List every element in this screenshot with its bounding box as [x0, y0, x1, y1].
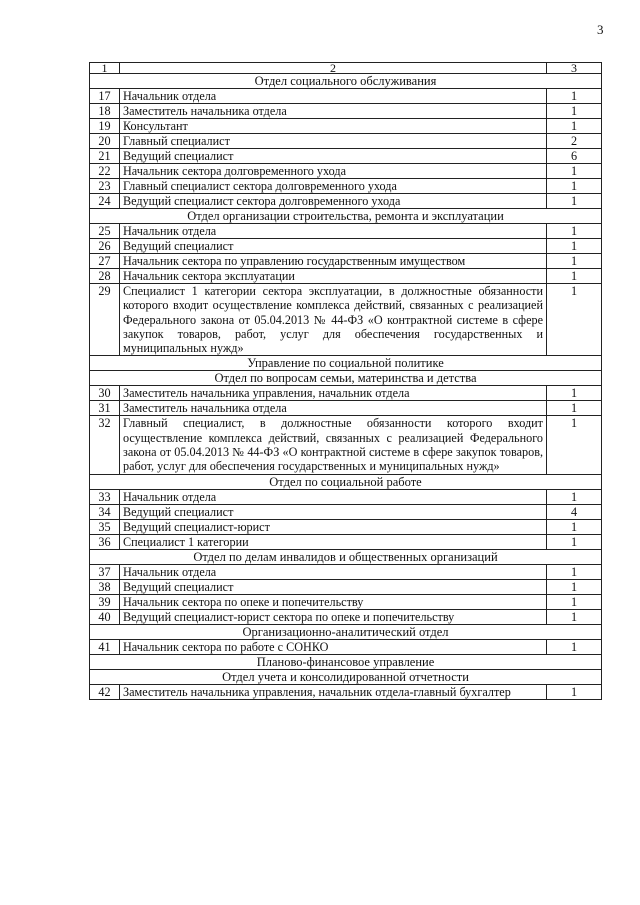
section-header-row — [90, 474, 602, 489]
table-row — [90, 89, 602, 104]
position-number: 17 — [90, 89, 120, 104]
position-number: 34 — [90, 504, 120, 519]
position-number: 27 — [90, 254, 120, 269]
staff-count: 1 — [547, 179, 602, 194]
staff-count: 6 — [547, 149, 602, 164]
position-title: Консультант — [120, 119, 547, 134]
staff-count: 1 — [547, 489, 602, 504]
staff-count: 1 — [547, 239, 602, 254]
section-header-row — [90, 654, 602, 669]
section-title: Отдел по вопросам семьи, материнства и детства — [90, 371, 602, 386]
position-number: 31 — [90, 401, 120, 416]
section-title: Организационно-аналитический отдел — [90, 624, 602, 639]
position-title: Начальник отдела — [120, 89, 547, 104]
table-row — [90, 119, 602, 134]
staff-count: 1 — [547, 519, 602, 534]
position-number: 28 — [90, 269, 120, 284]
position-title: Ведущий специалист сектора долговременного ухода — [120, 194, 547, 209]
position-number: 18 — [90, 104, 120, 119]
header-col-1: 1 — [90, 63, 120, 74]
section-header-row — [90, 74, 602, 89]
position-title: Ведущий специалист — [120, 149, 547, 164]
position-title: Заместитель начальника управления, начальник отдела — [120, 386, 547, 401]
position-number: 24 — [90, 194, 120, 209]
table-row — [90, 239, 602, 254]
position-title: Заместитель начальника отдела — [120, 104, 547, 119]
position-number: 37 — [90, 564, 120, 579]
staff-table — [89, 62, 602, 700]
table-row — [90, 534, 602, 549]
table-row — [90, 224, 602, 239]
position-title: Начальник сектора по опеке и попечительству — [120, 594, 547, 609]
table-row — [90, 269, 602, 284]
page-number: 3 — [597, 22, 604, 37]
header-col-2: 2 — [120, 63, 547, 74]
position-number: 33 — [90, 489, 120, 504]
table-row — [90, 519, 602, 534]
position-number: 19 — [90, 119, 120, 134]
staff-count: 1 — [547, 119, 602, 134]
position-title: Ведущий специалист — [120, 579, 547, 594]
section-title: Планово-финансовое управление — [90, 654, 602, 669]
table-row — [90, 594, 602, 609]
position-title: Начальник отдела — [120, 224, 547, 239]
position-title: Начальник отдела — [120, 489, 547, 504]
table-row — [90, 284, 602, 356]
table-row — [90, 179, 602, 194]
table-row — [90, 579, 602, 594]
table-row — [90, 489, 602, 504]
staff-table-body — [90, 63, 602, 700]
table-row — [90, 504, 602, 519]
position-number: 29 — [90, 284, 120, 356]
table-row — [90, 639, 602, 654]
table-row — [90, 386, 602, 401]
staff-count: 1 — [547, 564, 602, 579]
position-title: Ведущий специалист-юрист — [120, 519, 547, 534]
staff-count: 1 — [547, 164, 602, 179]
staff-count: 1 — [547, 269, 602, 284]
position-number: 26 — [90, 239, 120, 254]
section-title: Отдел по делам инвалидов и общественных организаций — [90, 549, 602, 564]
table-row — [90, 416, 602, 474]
staff-count: 1 — [547, 104, 602, 119]
position-title: Заместитель начальника управления, начальник отдела-главный бухгалтер — [120, 684, 547, 699]
position-title: Ведущий специалист-юрист сектора по опеке и попечительству — [120, 609, 547, 624]
table-row — [90, 164, 602, 179]
position-title: Начальник сектора эксплуатации — [120, 269, 547, 284]
position-title: Главный специалист — [120, 134, 547, 149]
header-col-3: 3 — [547, 63, 602, 74]
section-title: Отдел социального обслуживания — [90, 74, 602, 89]
staff-count: 1 — [547, 639, 602, 654]
position-number: 39 — [90, 594, 120, 609]
position-number: 42 — [90, 684, 120, 699]
staff-count: 2 — [547, 134, 602, 149]
position-title: Начальник сектора долговременного ухода — [120, 164, 547, 179]
position-number: 30 — [90, 386, 120, 401]
position-title: Главный специалист, в должностные обязанности которого входит осуществление комплекса действий, связанных с реализацией Федерального закона от 05.04.2013 № 44-ФЗ «О контрактной системе в сфере закупок товаров, работ, услуг для обеспечения государственных и муниципальных нужд» — [120, 416, 547, 474]
position-title: Специалист 1 категории — [120, 534, 547, 549]
position-title: Специалист 1 категории сектора эксплуатации, в должностные обязанности которого входит осуществление комплекса действий, связанных с реализацией Федерального закона от 05.04.2013 № 44-ФЗ «О контрактной системе в сфере закупок товаров, работ, услуг для обеспечения государственных и муниципальных нужд» — [120, 284, 547, 356]
position-title: Начальник сектора по управлению государственным имуществом — [120, 254, 547, 269]
section-header-row — [90, 356, 602, 371]
staff-count: 1 — [547, 224, 602, 239]
table-row — [90, 134, 602, 149]
staff-count: 1 — [547, 89, 602, 104]
section-header-row — [90, 209, 602, 224]
staff-count: 1 — [547, 579, 602, 594]
section-header-row — [90, 669, 602, 684]
table-row — [90, 564, 602, 579]
position-number: 20 — [90, 134, 120, 149]
position-number: 38 — [90, 579, 120, 594]
position-number: 21 — [90, 149, 120, 164]
position-title: Ведущий специалист — [120, 239, 547, 254]
section-title: Отдел учета и консолидированной отчетности — [90, 669, 602, 684]
section-title: Отдел по социальной работе — [90, 474, 602, 489]
staff-count: 4 — [547, 504, 602, 519]
table-row — [90, 194, 602, 209]
position-number: 22 — [90, 164, 120, 179]
section-header-row — [90, 371, 602, 386]
section-title: Отдел организации строительства, ремонта и эксплуатации — [90, 209, 602, 224]
position-number: 23 — [90, 179, 120, 194]
section-header-row — [90, 624, 602, 639]
position-title: Главный специалист сектора долговременного ухода — [120, 179, 547, 194]
position-number: 41 — [90, 639, 120, 654]
position-title: Ведущий специалист — [120, 504, 547, 519]
staff-count: 1 — [547, 386, 602, 401]
position-title: Начальник отдела — [120, 564, 547, 579]
staff-count: 1 — [547, 594, 602, 609]
position-number: 32 — [90, 416, 120, 474]
staff-count: 1 — [547, 416, 602, 474]
table-row — [90, 401, 602, 416]
position-title: Начальник сектора по работе с СОНКО — [120, 639, 547, 654]
staff-count: 1 — [547, 254, 602, 269]
staff-count: 1 — [547, 609, 602, 624]
position-number: 35 — [90, 519, 120, 534]
table-row — [90, 609, 602, 624]
staff-count: 1 — [547, 194, 602, 209]
position-number: 40 — [90, 609, 120, 624]
section-title: Управление по социальной политике — [90, 356, 602, 371]
staff-count: 1 — [547, 401, 602, 416]
header-row — [90, 63, 602, 74]
table-row — [90, 104, 602, 119]
staff-count: 1 — [547, 534, 602, 549]
position-number: 25 — [90, 224, 120, 239]
staff-count: 1 — [547, 684, 602, 699]
section-header-row — [90, 549, 602, 564]
table-row — [90, 684, 602, 699]
position-title: Заместитель начальника отдела — [120, 401, 547, 416]
staff-count: 1 — [547, 284, 602, 356]
table-row — [90, 254, 602, 269]
table-row — [90, 149, 602, 164]
position-number: 36 — [90, 534, 120, 549]
